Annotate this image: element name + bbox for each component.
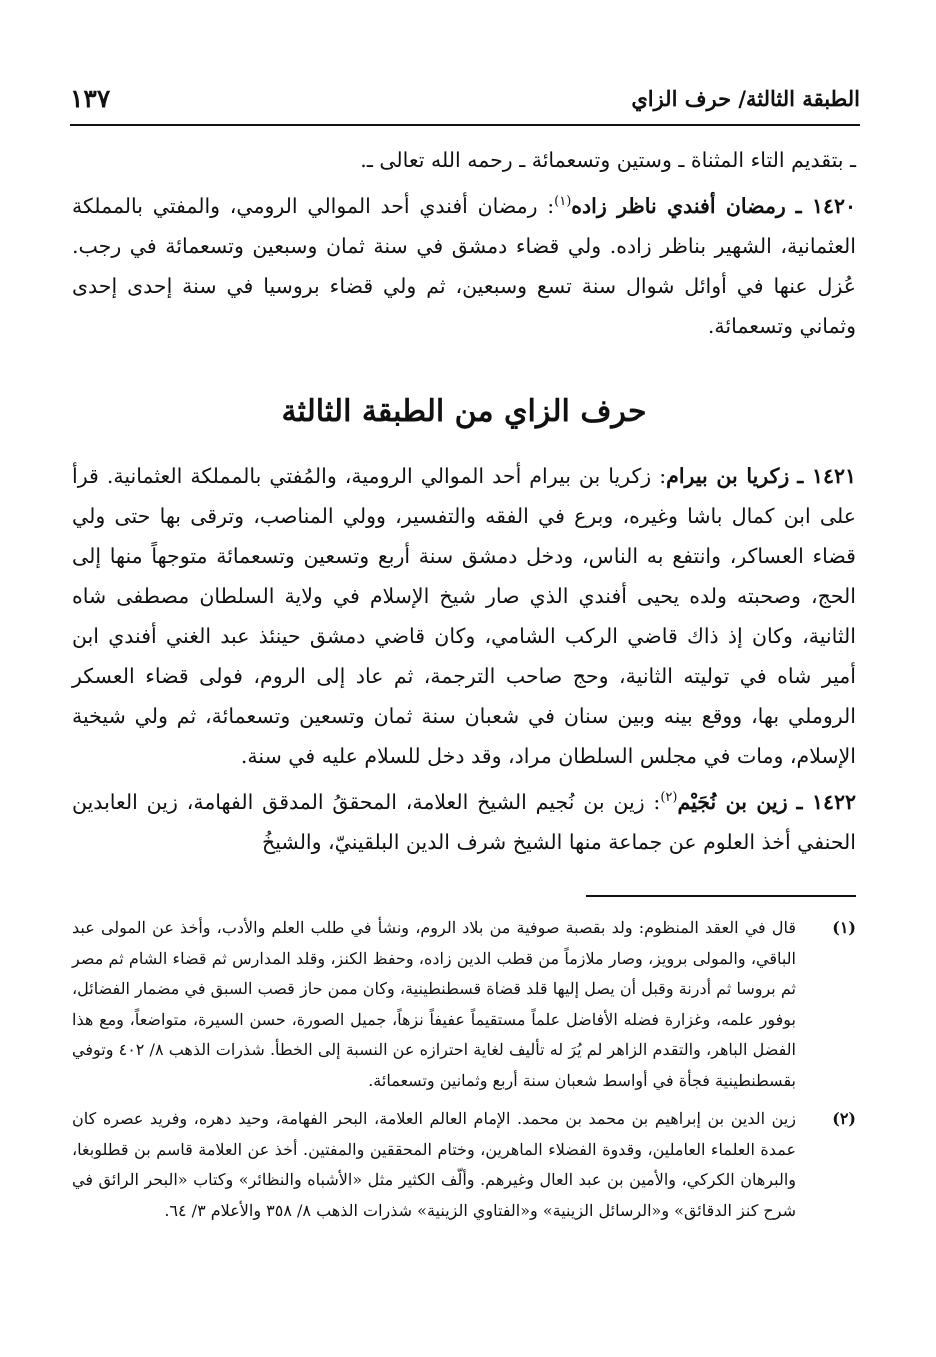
page-number: ١٣٧ <box>70 84 111 113</box>
section-heading: حرف الزاي من الطبقة الثالثة <box>281 394 647 429</box>
footnote-ref: (١) <box>554 194 572 210</box>
main-text <box>72 140 856 862</box>
entry-name: زين بن نُجَيْم <box>677 790 788 814</box>
entry-1422 <box>72 782 856 862</box>
footnote-text: زين الدين بن إبراهيم بن محمد بن محمد. الإمام العالم العلامة، البحر الفهامة، وحيد دهره، وفريد عصره كان عمدة العلماء العاملين، وقدوة الفضلاء الماهرين، وختام المحققين والمفتين. أخذ عن العلامة قاسم بن قطلوبغا، والبرهان الكركي، والأمين بن عبد العال وغيرهم. وألّف الكثير مثل «الأشباه والنظائر» وكتاب «البحر الرائق في شرح كنز الدقائق» و«الرسائل الزينية» و«الفتاوي الزينية» شذرات الذهب ٨/ ٣٥٨ والأعلام ٣/ ٦٤. <box>72 1109 796 1220</box>
page-header <box>70 84 860 126</box>
entry-name: رمضان أفندي ناظر زاده <box>571 194 786 218</box>
entry-number: ١٤٢١ ـ <box>797 464 856 488</box>
footnote-marker: (١) <box>832 918 856 937</box>
footnote-marker: (٢) <box>832 1109 856 1128</box>
entry-name: زكريا بن بيرام <box>666 464 790 488</box>
entry-number: ١٤٢٠ ـ <box>795 194 856 218</box>
footnote-1 <box>72 913 856 1096</box>
footnote-2 <box>72 1104 856 1226</box>
entry-text: : زكريا بن بيرام أحد الموالي الرومية، والمُفتي بالمملكة العثمانية. قرأ على ابن كمال باشا وغيره، وبرع في الفقه والتفسير، وولي المناصب، وترقى بها حتى ولي قضاء العساكر، وانتفع به الناس، ودخل دمشق سنة أربع وتسعين وتسعمائة متوجهاً منها إلى الحج، وصحبته ولده يحيى أفندي الذي صار شيخ الإسلام في ولاية السلطان مصطفى شاه الثانية، وكان إذ ذاك قاضي الركب الشامي، وكان قاضي دمشق حينئذ عبد الغني أفندي ابن أمير شاه في توليته الثانية، وحج صاحب الترجمة، ثم عاد إلى الروم، فولى قضاء العسكر الروملي بها، ووقع بينه وبين سنان في شعبان سنة ثمان وتسعين وتسعمائة، ثم ولي شيخية الإسلام، ومات في مجلس السلطان مراد، وقد دخل للسلام عليه في سنة. <box>72 464 856 768</box>
footnotes <box>72 913 856 1234</box>
continuation-line: ـ بتقديم التاء المثناة ـ وستين وتسعمائة ـ رحمه الله تعالى ـ. <box>360 148 856 172</box>
footnote-separator <box>586 895 856 897</box>
entry-text: : رمضان أفندي أحد الموالي الرومي، والمفتي بالمملكة العثمانية، الشهير بناظر زاده. ولي قضاء دمشق في سنة ثمان وسبعين وتسعمائة في رجب. عُزل عنها في أوائل شوال سنة تسع وسبعين، ثم ولي قضاء بروسيا في سنة إحدى إحدى وثماني وتسعمائة. <box>72 194 856 338</box>
footnote-ref: (٢) <box>660 790 678 806</box>
running-title: الطبقة الثالثة/ حرف الزاي <box>631 86 860 111</box>
entry-number: ١٤٢٢ ـ <box>796 790 856 814</box>
entry-1420 <box>72 186 856 346</box>
footnote-text: قال في العقد المنظوم: ولد بقصبة صوفية من بلاد الروم، ونشأ في طلب العلم والأدب، وأخذ عن المولى عبد الباقي، والمولى برويز، وصار ملازماً من قطب الدين زاده، وحفظ الكنز، وقلد المدارس ثم قضاء الشام ثم مصر ثم بروسا ثم أدرنة وقبل أن يصل إليها قلد قضاة قسطنطينية، وكان ممن حاز قصب السبق في مضمار الفضائل، بوفور علمه، وغزارة فضله الأفاضل علماً مستقيماً عفيفاً نزهاً، جميل الصورة، حسن السيرة، متواضعاً، ومع هذا الفضل الباهر، والتقدم الزاهر لم يُرَ له تأليف لغاية احترازه عن النسبة إلى الخطأ. شذرات الذهب ٨/ ٤٠٢ وتوفي بقسطنطينية فجأة في أواسط شعبان سنة أربع وثمانين وتسعمائة. <box>72 918 797 1090</box>
entry-1421 <box>72 456 856 776</box>
entry-text: : زين بن نُجيم الشيخ العلامة، المحققُ المدقق الفهامة، زين العابدين الحنفي أخذ العلوم عن جماعة منها الشيخ شرف الدين البلقينيّ، والشيخُ <box>72 790 856 854</box>
